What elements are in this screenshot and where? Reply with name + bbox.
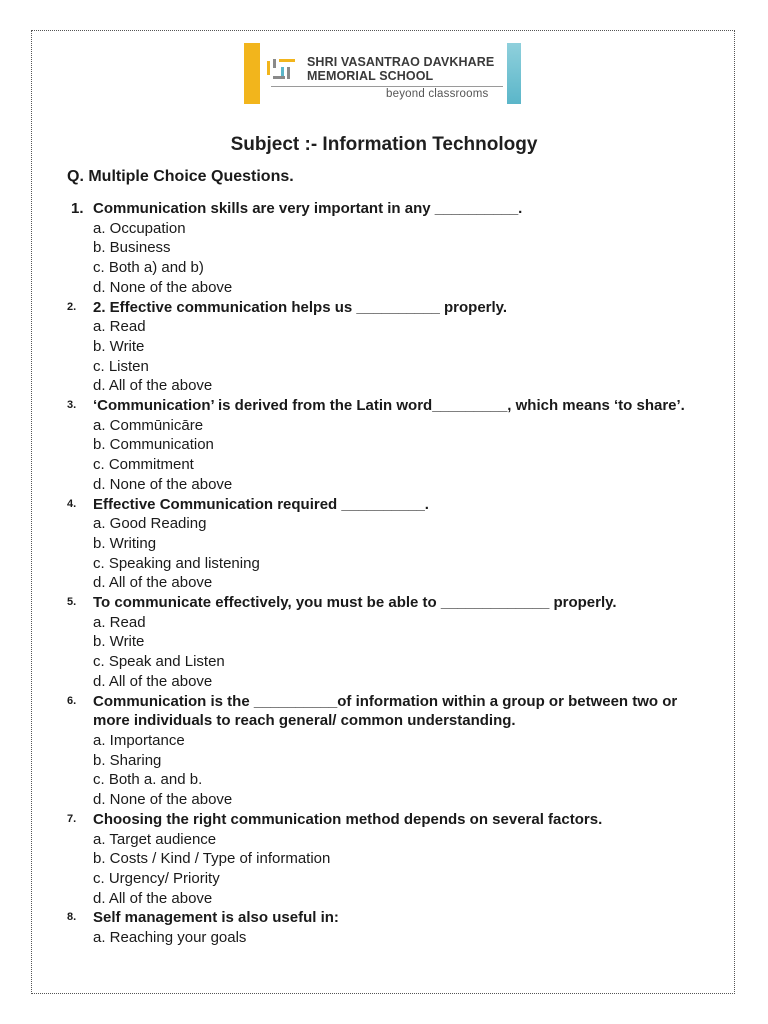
option: c. Commitment — [93, 456, 194, 474]
question-1 — [0, 199, 768, 298]
question-number: 8. — [67, 911, 77, 924]
option: c. Speaking and listening — [93, 554, 260, 572]
option: a. Read — [93, 318, 146, 336]
subject-title: Subject :- Information Technology — [230, 134, 538, 155]
option: d. None of the above — [93, 278, 233, 296]
option: b. Write — [93, 633, 145, 651]
logo-tagline: beyond classrooms — [386, 88, 489, 100]
question-number: 2. — [67, 300, 77, 313]
option: a. Occupation — [93, 219, 186, 237]
question-text: Choosing the right communication method depends on several factors. — [93, 810, 603, 828]
option: b. Business — [93, 239, 171, 257]
school-name — [307, 55, 507, 83]
question-text: Effective Communication required __________. — [93, 495, 429, 513]
school-emblem-icon — [267, 59, 295, 81]
question-3 — [0, 396, 768, 495]
question-7 — [0, 810, 768, 909]
section-heading: Q. Multiple Choice Questions. — [67, 168, 294, 185]
option: c. Both a. and b. — [93, 771, 203, 789]
question-8 — [0, 908, 768, 947]
option: d. None of the above — [93, 791, 233, 809]
question-text: 2. Effective communication helps us __________ properly. — [93, 298, 508, 316]
logo-yellow-bar — [244, 43, 260, 104]
option: d. All of the above — [93, 672, 213, 690]
question-number: 1. — [71, 200, 84, 217]
option: d. None of the above — [93, 475, 233, 493]
option: b. Communication — [93, 436, 214, 454]
option: d. All of the above — [93, 889, 213, 907]
school-name-line2: MEMORIAL SCHOOL — [307, 69, 434, 83]
question-number: 6. — [67, 694, 77, 707]
option: c. Speak and Listen — [93, 653, 225, 671]
option: a. Target audience — [93, 830, 217, 848]
question-list — [0, 199, 768, 948]
logo-rule — [271, 86, 503, 87]
option: b. Write — [93, 337, 145, 355]
option: b. Sharing — [93, 751, 162, 769]
logo-blue-bar — [507, 43, 521, 104]
question-number: 4. — [67, 497, 77, 510]
question-text: Self management is also useful in: — [93, 909, 339, 927]
question-number: 3. — [67, 399, 77, 412]
question-5 — [0, 593, 768, 692]
question-text: Communication is the __________of information within a group or between two or more individuals to reach general/ common understanding. — [93, 692, 678, 730]
question-text: Communication skills are very important in any __________. — [93, 200, 523, 217]
question-6 — [0, 692, 768, 810]
question-number: 5. — [67, 596, 77, 609]
option: a. Good Reading — [93, 515, 207, 533]
option: d. All of the above — [93, 574, 213, 592]
question-text: ‘Communication’ is derived from the Latin word_________, which means ‘to share’. — [93, 397, 685, 415]
option: a. Commūnicāre — [93, 416, 204, 434]
option: a. Read — [93, 613, 146, 631]
option: a. Reaching your goals — [93, 929, 247, 947]
question-text: To communicate effectively, you must be able to _____________ properly. — [93, 594, 617, 612]
school-logo — [244, 43, 522, 105]
option: a. Importance — [93, 731, 185, 749]
option: b. Costs / Kind / Type of information — [93, 850, 331, 868]
option: b. Writing — [93, 534, 157, 552]
question-2 — [0, 298, 768, 397]
option: c. Urgency/ Priority — [93, 869, 220, 887]
question-number: 7. — [67, 812, 77, 825]
option: d. All of the above — [93, 377, 213, 395]
option: c. Both a) and b) — [93, 259, 204, 277]
option: c. Listen — [93, 357, 149, 375]
question-4 — [0, 495, 768, 594]
school-name-line1: SHRI VASANTRAO DAVKHARE — [307, 55, 495, 69]
